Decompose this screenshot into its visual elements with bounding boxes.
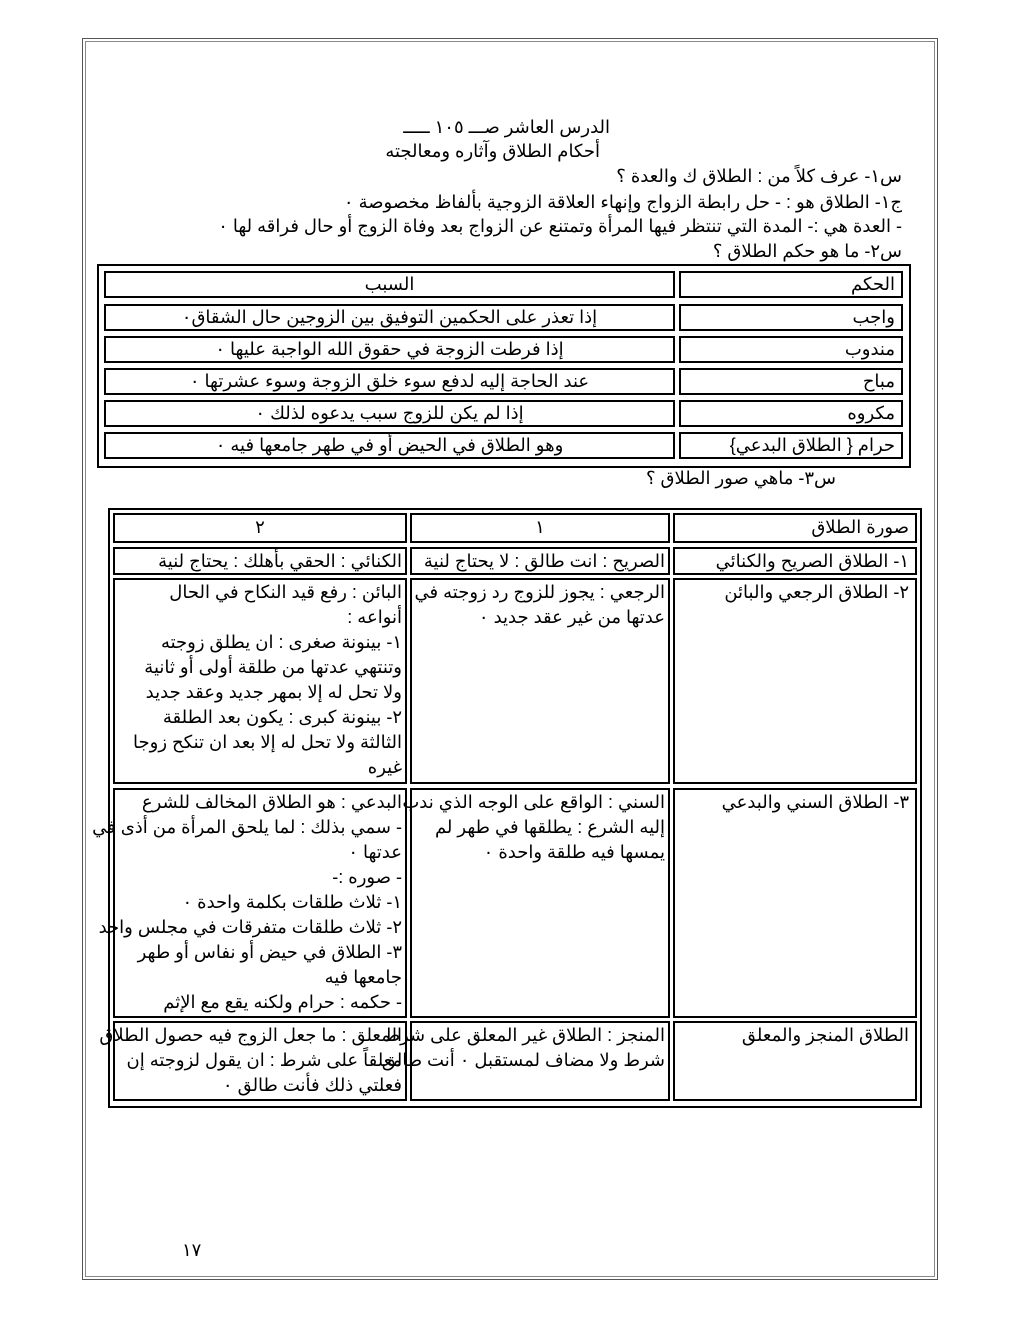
ruling-table [97, 264, 911, 468]
question-1: س١- عرف كلاً من : الطلاق ك والعدة ؟ [616, 166, 902, 186]
question-3: س٣- ماهي صور الطلاق ؟ [645, 468, 836, 488]
header-two: ٢ [113, 513, 407, 543]
ruling-cell: مندوب [679, 336, 903, 363]
header-hukm: الحكم [679, 271, 903, 298]
type-two-cell: المعلق : ما جعل الزوج فيه حصول الطلاق معلقاً على شرط : ان يقول لزوجته إن فعلتي ذلك فأنت طالق ٠ [113, 1021, 407, 1101]
divorce-forms-table [92, 508, 922, 1108]
reason-cell: عند الحاجة إليه لدفع سوء خلق الزوجة وسوء عشرتها ٠ [104, 368, 675, 395]
header-form: صورة الطلاق [673, 513, 917, 543]
form-cell: ١- الطلاق الصريح والكنائي [673, 547, 917, 575]
form-cell: ٢- الطلاق الرجعي والبائن [673, 578, 917, 784]
ruling-cell: مباح [679, 368, 903, 395]
reason-cell: إذا فرطت الزوجة في حقوق الله الواجبة عليها ٠ [104, 336, 675, 363]
page-number: ١٧ [182, 1240, 202, 1260]
type-two-cell: الكنائي : الحقي بأهلك : يحتاج لنية [113, 547, 407, 575]
reason-cell: وهو الطلاق في الحيض أو في طهر جامعها فيه ٠ [104, 432, 675, 459]
answer-1-idda: - العدة هي :- المدة التي تنتظر فيها المرأة وتمتنع عن الزواج بعد وفاة الزوج أو حال فراقه لها ٠ [218, 216, 902, 236]
type-one-cell: الرجعي : يجوز للزوج رد زوجته في عدتها من غير عقد جديد ٠ [410, 578, 670, 784]
lesson-title: أحكام الطلاق وآثاره ومعالجته [385, 141, 600, 161]
header-sabab: السبب [104, 271, 675, 298]
header-one: ١ [410, 513, 670, 543]
type-two-cell: البائن : رفع قيد النكاح في الحال أنواعه : ١- بينونة صغرى : ان يطلق زوجته وتنتهي عدتها من طلقة أولى أو ثانية ولا تحل له إلا بمهر جديد وعقد جديد ٢- بينونة كبرى : يكون بعد الطلقة الثالثة ولا تحل له إلا بعد ان تنكح زوجا غيره [113, 578, 407, 784]
answer-1-talaq: ج١- الطلاق هو : - حل رابطة الزواج وإنهاء العلاقة الزوجية بألفاظ مخصوصة ٠ [343, 192, 902, 212]
form-cell: ٣- الطلاق السني والبدعي [673, 788, 917, 1018]
ruling-cell: مكروه [679, 400, 903, 427]
type-one-cell: المنجز : الطلاق غير المعلق على شرط شرط ولا مضاف لمستقبل ٠ أنت طالق [410, 1021, 670, 1101]
reason-cell: إذا تعذر على الحكمين التوفيق بين الزوجين حال الشقاق٠ [104, 304, 675, 331]
form-cell: الطلاق المنجز والمعلق [673, 1021, 917, 1101]
lesson-line: الدرس العاشر صـــ ١٠٥ ـــــ [403, 117, 610, 137]
question-2: س٢- ما هو حكم الطلاق ؟ [712, 241, 902, 261]
ruling-cell: حرام { الطلاق البدعي} [679, 432, 903, 459]
type-one-cell: الصريح : انت طالق : لا يحتاج لنية [410, 547, 670, 575]
type-two-cell: البدعي : هو الطلاق المخالف للشرع - سمي بذلك : لما يلحق المرأة من أذى في عدتها ٠ - صوره :- ١- ثلاث طلقات بكلمة واحدة ٠ ٢- ثلاث طلقات متفرقات في مجلس واحد ٣- الطلاق في حيض أو نفاس أو طهر جامعها فيه - حكمه : حرام ولكنه يقع مع الإثم [113, 788, 407, 1018]
type-one-cell: السني : الواقع على الوجه الذي ندب إليه الشرع : يطلقها في طهر لم يمسها فيه طلقة واحدة ٠ [410, 788, 670, 1018]
ruling-cell: واجب [679, 304, 903, 331]
reason-cell: إذا لم يكن للزوج سبب يدعوه لذلك ٠ [104, 400, 675, 427]
